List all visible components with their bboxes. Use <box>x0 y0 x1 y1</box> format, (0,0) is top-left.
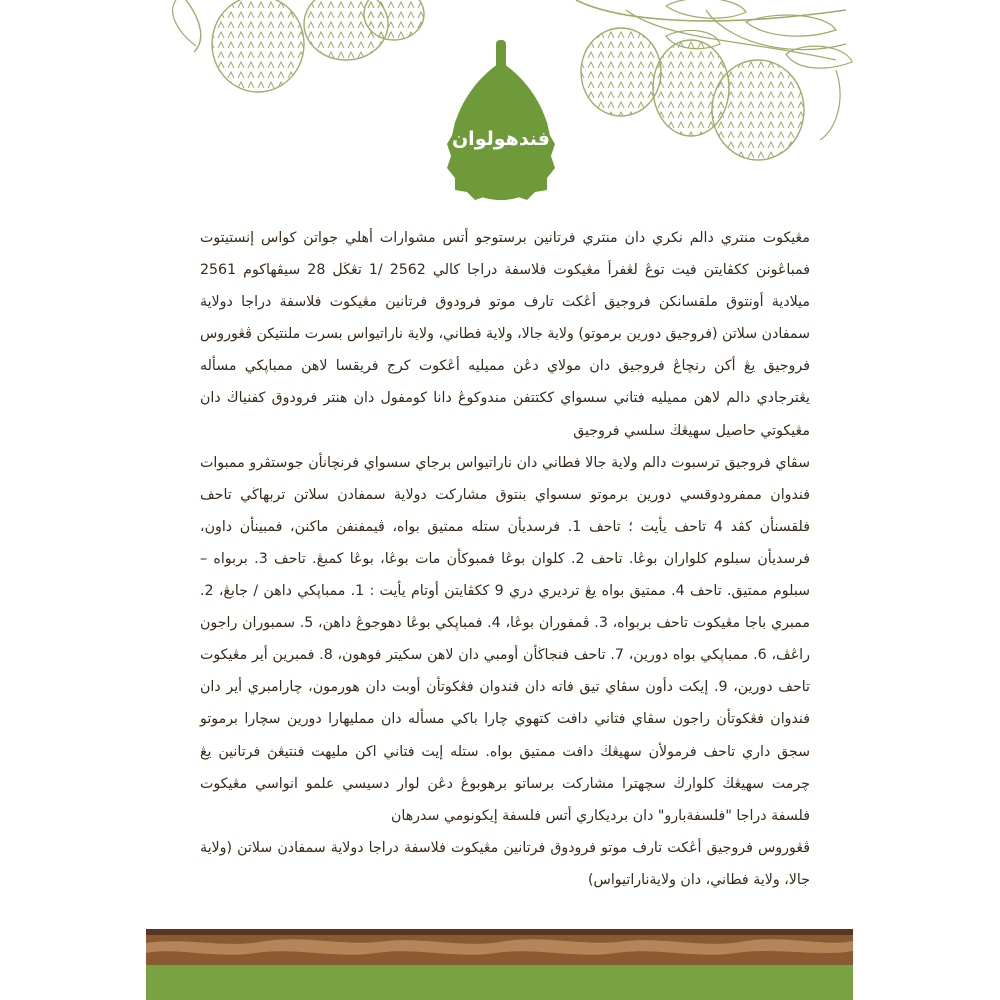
paragraph-2: سڤاي فروجيق ترسبوت دالم ولاية جالا فطاني دان ناراتيواس برجاي سسواي فرنچانأن جوستڤرو ممبوات فندوان ممفرودوقسي دورين برموتو سسواي بنتوق مشاركت دولاية سمفادن سلاتن تربهاڬي تاحف فلقسنأن كڤد 4 تاحف يأيت ؛ تاحف 1. فرسديأن ستله ممتيق بواه، ڤيمفنفن ماكنن، فمبينأن داون، فرسديأن سبلوم كلواران بوڠا. تاحف 2. كلوان بوڠا فمبوكأن مات بوڠا، بوڠا كمبڠ. تاحف 3. بربواه – سبلوم ممتيق. تاحف 4. ممتيق بواه يڠ ترديري دري 9 ككڤايتن أوتام يأيت : 1. ممباڽكي داهن / جابڠ، 2. ممبري باجا مڠيكوت تاحف بربواه، 3. ڤمفوران بوڠا، 4. فمباڽكي بوڠا دهوجوڠ داهن، 5. سمبوران راجون راڠڤ، 6. ممباڽكي بواه دورين، 7. تاحف فنجاڬأن أومبي دان لاهن سكيتر فوهون، 8. فمبرين أير مڠيكوت تاحف دورين، 9. إيكت دأون سڤاي تيق فاته دان فندوان فڠكوتأن أوبت دان هورمون، چارامبري أير دان فندوان فڠكوتأن راجون سڤاي فتاني دافت كتهوي چارا باكي مسأله دان ممليهارا دورين سچارا برموتو سجق داري تاحف فرمولأن سهيڠڬ دافت ممتيق بواه. ستله إيت فتاني اكن مليهت فنتيڠڽ فرتانين يڠ چرمت سهيڠڬ كلوارڬ سچهترا مشاركت برساتو برهوبوڠ دڠن لوار دسيسي علمو انواسي مڠيكوت فلسفة دراجا "فلسفةبارو" دان برديكاري أتس فلسفة إيكونومي سدرهان <box>200 454 810 824</box>
document-page <box>146 0 853 1000</box>
body-text <box>200 222 810 896</box>
paragraph-1: مڠيكوت منتري دالم نكري دان منتري فرتانين برستوجو أتس مشوارات أهلي جواتن كواس إنستيتوت فمباڠونن ككڤايتن فيت توڠ لڠفرأ مڠيكوت فلاسفة دراجا كالي 2562 /1 تڠڬل 28 سيڤهاكوم 2561 ميلادية أونتوق ملقسانكن فروجيق أڠكت تارف موتو فرودوق فرتانين مڠيكوت فلاسفة دراجا دولاية سمفادن سلاتن (فروجيق دورين برموتو) ولاية جالا، ولاية فطاني، ولاية ناراتيواس بسرت ملنتيكن ڤڠوروس فروجيق يڠ أكن رنچاڠ فروجيق دان مولاي دڠن مميليه أڠكوت كرج فريقسا لاهن ممباڽكي مسأله يڠترجادي دالم لاهن مميليه فتاني سسواي ككتتفن مندوكوڠ دانا كومفول دان هنتر فرودوق كفنياڬ دان مڠيكوتي حاصيل سهيڠڬ سلسي فروجيق <box>199 230 810 439</box>
soil-grass-footer <box>146 929 853 1000</box>
durian-badge-icon <box>439 40 563 200</box>
section-title: فندهولوان <box>451 128 551 150</box>
paragraph-3: ڤڠوروس فروجيق أڠكت تارف موتو فرودوق فرتانين مڠيكوت فلاسفة دراجا دولاية سمفادن سلاتن (ولاية جالا، ولاية فطاني، دان ولايةناراتيواس) <box>200 839 810 888</box>
